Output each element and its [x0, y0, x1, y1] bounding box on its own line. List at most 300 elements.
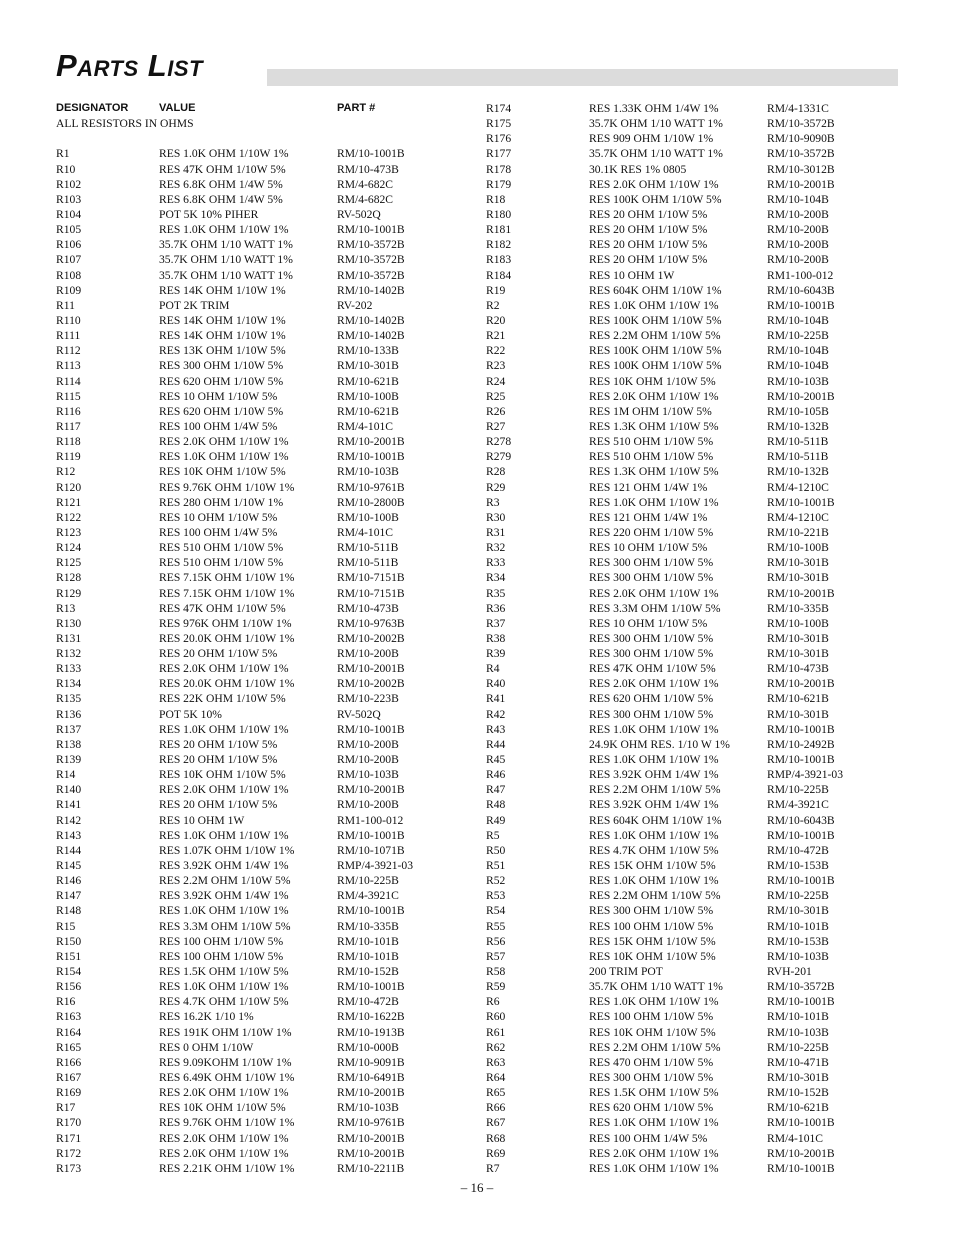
value-cell: POT 5K 10%	[159, 707, 222, 721]
part-number-cell: RM/10-104B	[767, 359, 829, 373]
part-number-cell: RM/10-1001B	[767, 874, 835, 888]
part-number-cell: RM/10-3572B	[337, 253, 405, 267]
table-row	[56, 510, 476, 525]
designator-cell: R172	[56, 1146, 82, 1160]
designator-cell: R11	[56, 298, 75, 312]
value-cell: RES 1.0K OHM 1/10W 1%	[589, 298, 719, 312]
value-cell: RES 47K OHM 1/10W 5%	[159, 162, 286, 176]
designator-cell: R115	[56, 389, 81, 403]
part-number-cell: RM/10-6043B	[767, 813, 835, 827]
designator-cell: R64	[486, 1071, 506, 1084]
table-row	[486, 646, 906, 661]
table-row	[486, 1009, 906, 1024]
designator-cell: R110	[56, 313, 81, 327]
table-row	[486, 510, 906, 525]
designator-cell: R30	[486, 510, 506, 524]
designator-cell: R34	[486, 571, 506, 585]
part-number-cell: RM/10-200B	[767, 207, 829, 221]
value-cell: RES 2.2M OHM 1/10W 5%	[589, 1040, 721, 1054]
value-cell: RES 100 OHM 1/4W 5%	[589, 1131, 708, 1145]
value-cell: RES 20.0K OHM 1/10W 1%	[159, 631, 295, 645]
value-cell: RES 1.0K OHM 1/10W 1%	[589, 722, 719, 736]
designator-cell: R37	[486, 616, 506, 630]
part-number-cell: RM/10-101B	[337, 934, 399, 948]
part-number-cell: RM/10-1001B	[767, 722, 835, 736]
part-number-cell: RM/10-225B	[767, 889, 829, 903]
table-row	[486, 707, 906, 722]
table-row	[56, 586, 476, 601]
designator-cell: R66	[486, 1101, 506, 1115]
table-row	[56, 449, 476, 464]
value-cell: RES 9.76K OHM 1/10W 1%	[159, 1116, 295, 1130]
designator-cell: R170	[56, 1116, 82, 1130]
table-row	[56, 222, 476, 237]
table-row	[56, 828, 476, 843]
designator-cell: R28	[486, 465, 506, 479]
value-cell: RES 20 OHM 1/10W 5%	[589, 238, 708, 252]
table-row	[56, 570, 476, 585]
value-cell: RES 280 OHM 1/10W 1%	[159, 495, 284, 509]
designator-cell: R36	[486, 601, 506, 615]
table-row	[486, 1146, 906, 1161]
value-cell: RES 10 OHM 1/10W 5%	[159, 389, 278, 403]
value-cell: RES 100K OHM 1/10W 5%	[589, 344, 722, 358]
value-cell: RES 620 OHM 1/10W 5%	[159, 374, 284, 388]
value-cell: RES 47K OHM 1/10W 5%	[159, 601, 286, 615]
part-number-cell: RM/10-621B	[767, 1101, 829, 1115]
part-number-cell: RM/10-1001B	[337, 904, 405, 918]
table-row	[56, 419, 476, 434]
designator-cell: R142	[56, 813, 82, 827]
designator-cell: R60	[486, 1010, 506, 1024]
part-number-cell: RM/10-621B	[337, 374, 399, 388]
part-number-cell: RM/10-2001B	[767, 586, 835, 600]
value-cell: RES 2.0K OHM 1/10W 1%	[159, 1131, 289, 1145]
designator-cell: R145	[56, 859, 82, 873]
value-cell: RES 100K OHM 1/10W 5%	[589, 359, 722, 373]
value-cell: RES 20 OHM 1/10W 5%	[159, 647, 278, 661]
value-cell: RES 620 OHM 1/10W 5%	[589, 1101, 714, 1115]
part-number-cell: RM/10-335B	[337, 919, 399, 933]
designator-cell: R62	[486, 1040, 506, 1054]
designator-cell: R151	[56, 949, 82, 963]
value-cell: RES 100 OHM 1/10W 5%	[159, 949, 284, 963]
part-number-cell: RM/10-1622B	[337, 1010, 405, 1024]
part-number-cell: RM/4-3921C	[337, 889, 399, 903]
designator-cell: R58	[486, 965, 506, 979]
part-number-cell: RM/10-103B	[337, 768, 399, 782]
part-number-cell: RM/10-2001B	[767, 177, 835, 191]
value-cell: RES 1.0K OHM 1/10W 1%	[589, 495, 719, 509]
part-number-cell: RM/10-473B	[337, 601, 399, 615]
designator-cell: R50	[486, 843, 506, 857]
designator-cell: R279	[486, 450, 512, 464]
part-number-cell: RMP/4-3921-03	[767, 768, 844, 782]
value-cell: RES 20 OHM 1/10W 5%	[159, 737, 278, 751]
table-row	[56, 979, 476, 994]
value-cell: RES 510 OHM 1/10W 5%	[589, 435, 714, 449]
value-cell: RES 7.15K OHM 1/10W 1%	[159, 586, 295, 600]
designator-cell: R59	[486, 980, 506, 994]
part-number-cell: RM/10-3572B	[767, 147, 835, 161]
designator-cell: R116	[56, 404, 81, 418]
designator-cell: R4	[486, 662, 500, 676]
part-number-cell: RM/10-200B	[767, 253, 829, 267]
table-row	[486, 1070, 906, 1085]
part-number-cell: RM/10-7151B	[337, 586, 405, 600]
designator-cell: R182	[486, 238, 512, 252]
value-cell: RES 10 OHM 1W	[159, 813, 245, 827]
designator-cell: R163	[56, 1010, 82, 1024]
part-number-cell: RM/10-104B	[767, 192, 829, 206]
value-cell: RES 220 OHM 1/10W 5%	[589, 525, 714, 539]
designator-cell: R133	[56, 662, 82, 676]
designator-cell: R41	[486, 692, 506, 706]
part-number-cell: RM/4-1210C	[767, 510, 829, 524]
part-number-cell: RV-202	[337, 298, 373, 312]
table-row	[486, 131, 906, 146]
designator-cell: R131	[56, 631, 82, 645]
table-row	[56, 283, 476, 298]
value-cell: RES 7.15K OHM 1/10W 1%	[159, 571, 295, 585]
value-cell: RES 4.7K OHM 1/10W 5%	[159, 995, 289, 1009]
designator-cell: R111	[56, 329, 81, 343]
designator-cell: R24	[486, 374, 506, 388]
table-row	[56, 404, 476, 419]
table-row	[486, 1040, 906, 1055]
designator-cell: R148	[56, 904, 82, 918]
designator-cell: R6	[486, 995, 500, 1009]
parts-table-left	[56, 101, 476, 1176]
value-cell: RES 1.0K OHM 1/10W 1%	[589, 874, 719, 888]
table-row	[486, 858, 906, 873]
designator-cell: R20	[486, 313, 506, 327]
designator-cell: R175	[486, 117, 512, 131]
table-row	[486, 207, 906, 222]
part-number-cell: RM/10-100B	[337, 510, 399, 524]
part-number-cell: RM/10-301B	[767, 707, 829, 721]
table-row	[486, 1025, 906, 1040]
part-number-cell: RM/10-1001B	[337, 980, 405, 994]
table-row	[56, 237, 476, 252]
value-cell: RES 20 OHM 1/10W 5%	[589, 207, 708, 221]
designator-cell: R23	[486, 359, 506, 373]
value-cell: RES 20 OHM 1/10W 5%	[159, 798, 278, 812]
value-cell: RES 1.0K OHM 1/10W 1%	[589, 995, 719, 1009]
part-number-cell: RM/10-1001B	[767, 753, 835, 767]
table-row	[486, 237, 906, 252]
table-row	[56, 631, 476, 646]
designator-cell: R10	[56, 162, 76, 176]
designator-cell: R167	[56, 1071, 82, 1084]
part-number-cell: RM/10-473B	[337, 162, 399, 176]
value-cell: RES 1.0K OHM 1/10W 1%	[589, 753, 719, 767]
part-number-cell: RM/10-7151B	[337, 571, 405, 585]
part-number-cell: RM1-100-012	[337, 813, 404, 827]
table-row	[56, 252, 476, 267]
designator-cell: R171	[56, 1131, 82, 1145]
designator-cell: R169	[56, 1086, 82, 1100]
part-number-cell: RM/10-133B	[337, 344, 399, 358]
value-cell: RES 9.76K OHM 1/10W 1%	[159, 480, 295, 494]
designator-cell: R44	[486, 737, 506, 751]
value-cell: RES 2.2M OHM 1/10W 5%	[589, 783, 721, 797]
part-number-cell: RM/10-3572B	[337, 238, 405, 252]
value-cell: RES 1.0K OHM 1/10W 1%	[159, 450, 289, 464]
value-cell: RES 510 OHM 1/10W 5%	[159, 556, 284, 570]
table-row	[56, 358, 476, 373]
table-row	[56, 964, 476, 979]
value-cell: RES 300 OHM 1/10W 5%	[159, 359, 284, 373]
spacer	[56, 131, 476, 146]
part-number-cell: RM/10-1001B	[337, 450, 405, 464]
value-cell: 35.7K OHM 1/10 WATT 1%	[589, 147, 723, 161]
value-cell: RES 3.92K OHM 1/4W 1%	[159, 889, 289, 903]
table-row	[486, 919, 906, 934]
table-row	[56, 268, 476, 283]
table-row	[56, 1115, 476, 1130]
designator-cell: R119	[56, 450, 81, 464]
value-cell: RES 10 OHM 1/10W 5%	[589, 616, 708, 630]
part-number-cell: RM/10-200B	[337, 647, 399, 661]
part-number-cell: RM/4-3921C	[767, 798, 829, 812]
part-number-cell: RM/10-223B	[337, 692, 399, 706]
table-row	[56, 919, 476, 934]
value-cell: RES 909 OHM 1/10W 1%	[589, 132, 714, 146]
designator-cell: R14	[56, 768, 76, 782]
designator-cell: R67	[486, 1116, 506, 1130]
value-cell: RES 1.0K OHM 1/10W 1%	[159, 722, 289, 736]
part-number-cell: RM/10-200B	[767, 238, 829, 252]
designator-cell: R180	[486, 207, 512, 221]
value-cell: RES 1.0K OHM 1/10W 1%	[589, 1116, 719, 1130]
part-number-cell: RM/10-621B	[337, 404, 399, 418]
designator-cell: R105	[56, 223, 82, 237]
part-number-cell: RM/10-225B	[767, 1040, 829, 1054]
table-header	[56, 101, 476, 116]
designator-cell: R166	[56, 1055, 82, 1069]
part-number-cell: RM/10-100B	[767, 541, 829, 555]
table-row	[486, 283, 906, 298]
table-row	[56, 873, 476, 888]
table-row	[486, 555, 906, 570]
designator-cell: R107	[56, 253, 82, 267]
designator-cell: R128	[56, 571, 82, 585]
designator-cell: R106	[56, 238, 82, 252]
table-row	[56, 374, 476, 389]
value-cell: RES 2.0K OHM 1/10W 1%	[589, 1146, 719, 1160]
value-cell: RES 1.0K OHM 1/10W 1%	[589, 828, 719, 842]
designator-cell: R135	[56, 692, 82, 706]
table-row	[56, 843, 476, 858]
value-cell: RES 1.07K OHM 1/10W 1%	[159, 843, 295, 857]
table-row	[56, 525, 476, 540]
designator-cell: R27	[486, 419, 506, 433]
designator-cell: R150	[56, 934, 82, 948]
part-number-cell: RM/10-2001B	[337, 1131, 405, 1145]
value-cell: RES 6.8K OHM 1/4W 5%	[159, 192, 283, 206]
value-cell: RES 2.0K OHM 1/10W 1%	[159, 783, 289, 797]
part-number-cell: RM/10-335B	[767, 601, 829, 615]
table-row	[486, 1085, 906, 1100]
part-number-cell: RM/10-9761B	[337, 1116, 405, 1130]
part-number-cell: RM/10-153B	[767, 934, 829, 948]
designator-cell: R39	[486, 647, 506, 661]
value-cell: RES 2.2M OHM 1/10W 5%	[159, 874, 291, 888]
value-cell: RES 3.92K OHM 1/4W 1%	[589, 798, 719, 812]
part-number-cell: RM/10-3572B	[767, 117, 835, 131]
designator-cell: R124	[56, 541, 82, 555]
value-cell: RES 20 OHM 1/10W 5%	[589, 223, 708, 237]
value-cell: RES 1M OHM 1/10W 5%	[589, 404, 712, 418]
table-row	[56, 495, 476, 510]
designator-cell: R113	[56, 359, 81, 373]
value-cell: RES 604K OHM 1/10W 1%	[589, 283, 722, 297]
part-number-cell: RM/10-511B	[767, 435, 829, 449]
part-number-cell: RM/10-6491B	[337, 1071, 405, 1084]
part-number-cell: RM/4-101C	[337, 525, 394, 539]
table-row	[486, 419, 906, 434]
part-number-cell: RM/10-132B	[767, 465, 829, 479]
value-cell: RES 6.8K OHM 1/4W 5%	[159, 177, 283, 191]
table-row	[56, 661, 476, 676]
table-row	[56, 1025, 476, 1040]
designator-cell: R46	[486, 768, 506, 782]
table-row	[486, 389, 906, 404]
table-row	[56, 162, 476, 177]
value-cell: RES 10K OHM 1/10W 5%	[159, 465, 286, 479]
value-cell: RES 10K OHM 1/10W 5%	[589, 1025, 716, 1039]
part-number-cell: RM/4-682C	[337, 192, 394, 206]
part-number-cell: RM/10-471B	[767, 1055, 829, 1069]
header-value: VALUE	[159, 102, 196, 114]
table-row	[486, 268, 906, 283]
table-row	[486, 691, 906, 706]
part-number-cell: RM/10-511B	[337, 541, 399, 555]
part-number-cell: RM/10-511B	[337, 556, 399, 570]
value-cell: RES 2.0K OHM 1/10W 1%	[589, 389, 719, 403]
designator-cell: R43	[486, 722, 506, 736]
part-number-cell: RM/10-1001B	[767, 995, 835, 1009]
value-cell: RES 10 OHM 1/10W 5%	[589, 541, 708, 555]
part-number-cell: RM/10-301B	[767, 571, 829, 585]
table-row	[486, 298, 906, 313]
part-number-cell: RM/10-2800B	[337, 495, 405, 509]
value-cell: 35.7K OHM 1/10 WATT 1%	[159, 238, 293, 252]
designator-cell: R68	[486, 1131, 506, 1145]
part-number-cell: RM/10-103B	[337, 465, 399, 479]
table-row	[486, 934, 906, 949]
designator-cell: R137	[56, 722, 82, 736]
right-rows	[486, 101, 906, 1176]
value-cell: RES 2.0K OHM 1/10W 1%	[589, 177, 719, 191]
value-cell: RES 10 OHM 1W	[589, 268, 675, 282]
part-number-cell: RM/10-1402B	[337, 283, 405, 297]
designator-cell: R22	[486, 344, 506, 358]
value-cell: RES 14K OHM 1/10W 1%	[159, 313, 286, 327]
value-cell: RES 1.33K OHM 1/4W 1%	[589, 102, 719, 115]
part-number-cell: RM/10-101B	[767, 919, 829, 933]
part-number-cell: RM/10-3572B	[767, 980, 835, 994]
part-number-cell: RM/10-1001B	[337, 147, 405, 161]
part-number-cell: RM1-100-012	[767, 268, 834, 282]
value-cell: RES 13K OHM 1/10W 5%	[159, 344, 286, 358]
part-number-cell: RM/10-000B	[337, 1040, 399, 1054]
table-row	[56, 1146, 476, 1161]
table-row	[56, 707, 476, 722]
table-row	[486, 752, 906, 767]
header-designator: DESIGNATOR	[56, 102, 129, 114]
value-cell: RES 300 OHM 1/10W 5%	[589, 707, 714, 721]
value-cell: 30.1K RES 1% 0805	[589, 162, 687, 176]
table-row	[56, 1131, 476, 1146]
part-number-cell: RM/10-103B	[337, 1101, 399, 1115]
designator-cell: R49	[486, 813, 506, 827]
value-cell: RES 121 OHM 1/4W 1%	[589, 510, 708, 524]
table-row	[486, 328, 906, 343]
designator-cell: R123	[56, 525, 82, 539]
table-row	[486, 979, 906, 994]
part-number-cell: RM/10-200B	[337, 798, 399, 812]
part-number-cell: RM/10-2001B	[337, 662, 405, 676]
value-cell: 35.7K OHM 1/10 WATT 1%	[159, 268, 293, 282]
table-row	[56, 298, 476, 313]
value-cell: RES 2.2M OHM 1/10W 5%	[589, 329, 721, 343]
part-number-cell: RM/10-1001B	[337, 828, 405, 842]
table-row	[56, 464, 476, 479]
part-number-cell: RM/10-301B	[337, 359, 399, 373]
value-cell: RES 47K OHM 1/10W 5%	[589, 662, 716, 676]
value-cell: RES 15K OHM 1/10W 5%	[589, 934, 716, 948]
table-row	[56, 389, 476, 404]
table-row	[486, 374, 906, 389]
table-row	[56, 722, 476, 737]
table-row	[486, 1115, 906, 1130]
part-number-cell: RM/10-9090B	[767, 132, 835, 146]
table-row	[486, 888, 906, 903]
part-number-cell: RM/10-1001B	[767, 1116, 835, 1130]
value-cell: RES 604K OHM 1/10W 1%	[589, 813, 722, 827]
part-number-cell: RM/10-472B	[337, 995, 399, 1009]
value-cell: RES 121 OHM 1/4W 1%	[589, 480, 708, 494]
part-number-cell: RM/10-101B	[767, 1010, 829, 1024]
part-number-cell: RM/10-1071B	[337, 843, 405, 857]
designator-cell: R141	[56, 798, 82, 812]
designator-cell: R65	[486, 1086, 506, 1100]
part-number-cell: RM/10-2001B	[767, 389, 835, 403]
part-number-cell: RM/10-104B	[767, 344, 829, 358]
value-cell: RES 10K OHM 1/10W 5%	[589, 949, 716, 963]
designator-cell: R130	[56, 616, 82, 630]
part-number-cell: RM/10-1001B	[767, 828, 835, 842]
table-row	[486, 1055, 906, 1070]
part-number-cell: RM/10-103B	[767, 1025, 829, 1039]
designator-cell: R179	[486, 177, 512, 191]
value-cell: RES 2.21K OHM 1/10W 1%	[159, 1161, 295, 1175]
value-cell: RES 100 OHM 1/10W 5%	[159, 934, 284, 948]
designator-cell: R35	[486, 586, 506, 600]
value-cell: RES 1.5K OHM 1/10W 5%	[589, 1086, 719, 1100]
designator-cell: R61	[486, 1025, 506, 1039]
designator-cell: R2	[486, 298, 500, 312]
part-number-cell: RM/10-1001B	[337, 223, 405, 237]
value-cell: RES 100K OHM 1/10W 5%	[589, 313, 722, 327]
designator-cell: R17	[56, 1101, 76, 1115]
designator-cell: R45	[486, 753, 506, 767]
value-cell: RES 300 OHM 1/10W 5%	[589, 631, 714, 645]
value-cell: RES 3.3M OHM 1/10W 5%	[589, 601, 721, 615]
part-number-cell: RV-502Q	[337, 707, 381, 721]
